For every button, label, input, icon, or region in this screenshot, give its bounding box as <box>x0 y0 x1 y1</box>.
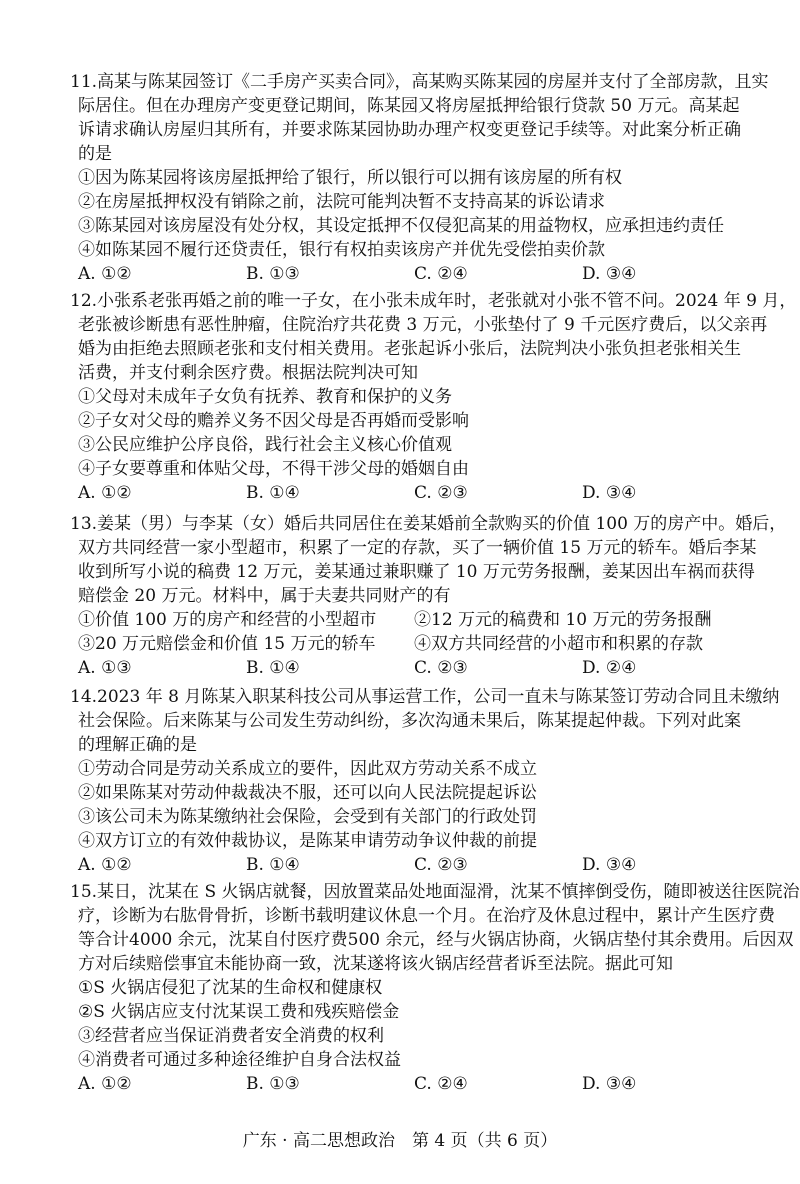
question-stem-line: 际居住。但在办理房产变更登记期间，陈某园又将房屋抵押给银行贷款 50 万元。高某起 <box>78 96 740 116</box>
question-stem-line: 婚为由拒绝去照顾老张和支付相关费用。老张起诉小张后，法院判决小张负担老张相关生 <box>78 339 741 359</box>
statement-row <box>70 632 750 656</box>
question-stem-line: 12.小张系老张再婚之前的唯一子女，在小张未成年时，老张就对小张不管不问。2024 年 9 月， <box>70 291 797 311</box>
choice-b: B. ①③ <box>246 1074 300 1094</box>
statement-row <box>70 608 750 632</box>
question-stem-line: 疗，诊断为右肱骨骨折，诊断书载明建议休息一个月。在治疗及休息过程中，累计产生医疗费 <box>78 906 775 926</box>
statement-option: ①父母对未成年子女负有抚养、教育和保护的义务 <box>78 387 452 407</box>
statement-option: ③公民应维护公序良俗，践行社会主义核心价值观 <box>78 435 452 455</box>
question-number: 14. <box>70 687 98 707</box>
question-stem-line: 双方共同经营一家小型超市，积累了一定的存款，买了一辆价值 15 万元的轿车。婚后李某 <box>78 538 757 558</box>
page-footer: 广东 · 高二思想政治 第 4 页（共 6 页） <box>242 1131 558 1151</box>
question-12 <box>70 289 797 505</box>
choice-a: A. ①③ <box>78 658 132 678</box>
choice-d: D. ③④ <box>582 855 637 875</box>
question-13 <box>70 512 787 680</box>
choice-c: C. ②④ <box>414 264 468 284</box>
question-stem-line: 的理解正确的是 <box>78 735 197 755</box>
statement-option: ③20 万元赔偿金和价值 15 万元的轿车 <box>78 634 376 654</box>
choice-a: A. ①② <box>78 483 132 503</box>
statement-option: ①S 火锅店侵犯了沈某的生命权和健康权 <box>78 978 383 998</box>
question-number: 11. <box>70 72 98 92</box>
choice-b: B. ①④ <box>246 658 300 678</box>
question-stem-line: 赔偿金 20 万元。材料中，属于夫妻共同财产的有 <box>78 586 451 606</box>
choice-b: B. ①③ <box>246 264 300 284</box>
statement-option: ④子女要尊重和体贴父母，不得干涉父母的婚姻自由 <box>78 459 469 479</box>
choice-c: C. ②③ <box>414 855 468 875</box>
answer-choices <box>70 262 750 286</box>
question-number: 12. <box>70 291 98 311</box>
choice-a: A. ①② <box>78 855 132 875</box>
question-stem-line: 老张被诊断患有恶性肿瘤，住院治疗共花费 3 万元，小张垫付了 9 千元医疗费后，以父亲再 <box>78 315 768 335</box>
choice-a: A. ①② <box>78 264 132 284</box>
statement-option: ③陈某园对该房屋没有处分权，其设定抵押不仅侵犯高某的用益物权，应承担违约责任 <box>78 216 724 236</box>
statement-option: ③经营者应当保证消费者安全消费的权利 <box>78 1026 384 1046</box>
statement-option: ④双方共同经营的小超市和积累的存款 <box>414 634 703 654</box>
question-number: 13. <box>70 514 98 534</box>
question-15 <box>70 880 800 1096</box>
question-stem-line: 活费，并支付剩余医疗费。根据法院判决可知 <box>78 363 418 383</box>
choice-d: D. ③④ <box>582 483 637 503</box>
answer-choices <box>70 656 750 680</box>
statement-option: ①因为陈某园将该房屋抵押给了银行，所以银行可以拥有该房屋的所有权 <box>78 168 622 188</box>
statement-option: ④消费者可通过多种途径维护自身合法权益 <box>78 1050 401 1070</box>
question-stem-line: 的是 <box>78 144 112 164</box>
choice-a: A. ①② <box>78 1074 132 1094</box>
statement-option: ②12 万元的稿费和 10 万元的劳务报酬 <box>414 610 712 630</box>
question-stem-line: 11.高某与陈某园签订《二手房产买卖合同》，高某购买陈某园的房屋并支付了全部房款，且实 <box>70 72 769 92</box>
statement-option: ③该公司未为陈某缴纳社会保险，会受到有关部门的行政处罚 <box>78 807 537 827</box>
choice-b: B. ①④ <box>246 483 300 503</box>
statement-option: ②在房屋抵押权没有销除之前，法院可能判决暂不支持高某的诉讼请求 <box>78 192 605 212</box>
question-14 <box>70 685 780 877</box>
answer-choices <box>70 853 750 877</box>
question-stem-line: 诉请求确认房屋归其所有，并要求陈某园协助办理产权变更登记手续等。对此案分析正确 <box>78 120 741 140</box>
question-number: 15. <box>70 882 98 902</box>
statement-option: ②如果陈某对劳动仲裁裁决不服，还可以向人民法院提起诉讼 <box>78 783 537 803</box>
question-stem-line: 15.某日，沈某在 S 火锅店就餐，因放置菜品处地面湿滑，沈某不慎摔倒受伤，随即被送往医院治 <box>70 882 800 902</box>
question-11 <box>70 70 769 286</box>
statement-option: ②S 火锅店应支付沈某误工费和残疾赔偿金 <box>78 1002 400 1022</box>
choice-d: D. ③④ <box>582 1074 637 1094</box>
choice-c: C. ②③ <box>414 658 468 678</box>
answer-choices <box>70 481 750 505</box>
choice-d: D. ②④ <box>582 658 637 678</box>
statement-option: ①价值 100 万的房产和经营的小型超市 <box>78 610 377 630</box>
question-stem-line: 方对后续赔偿事宜未能协商一致，沈某遂将该火锅店经营者诉至法院。据此可知 <box>78 954 673 974</box>
question-stem-line: 收到所写小说的稿费 12 万元，姜某通过兼职赚了 10 万元劳务报酬，姜某因出车祸而获得 <box>78 562 755 582</box>
answer-choices <box>70 1072 750 1096</box>
choice-b: B. ①④ <box>246 855 300 875</box>
statement-option: ①劳动合同是劳动关系成立的要件，因此双方劳动关系不成立 <box>78 759 537 779</box>
choice-c: C. ②③ <box>414 483 468 503</box>
question-stem-line: 等合计4000 余元，沈某自付医疗费500 余元，经与火锅店协商，火锅店垫付其余费用。后因双 <box>78 930 794 950</box>
statement-option: ②子女对父母的赡养义务不因父母是否再婚而受影响 <box>78 411 469 431</box>
choice-c: C. ②④ <box>414 1074 468 1094</box>
question-stem-line: 13.姜某（男）与李某（女）婚后共同居住在姜某婚前全款购买的价值 100 万的房产中。婚后， <box>70 514 787 534</box>
statement-option: ④如陈某园不履行还贷责任，银行有权拍卖该房产并优先受偿拍卖价款 <box>78 240 605 260</box>
statement-option: ④双方订立的有效仲裁协议，是陈某申请劳动争议仲裁的前提 <box>78 831 537 851</box>
question-stem-line: 14.2023 年 8 月陈某入职某科技公司从事运营工作，公司一直未与陈某签订劳动合同且未缴纳 <box>70 687 780 707</box>
choice-d: D. ③④ <box>582 264 637 284</box>
question-stem-line: 社会保险。后来陈某与公司发生劳动纠纷，多次沟通未果后，陈某提起仲裁。下列对此案 <box>78 711 741 731</box>
